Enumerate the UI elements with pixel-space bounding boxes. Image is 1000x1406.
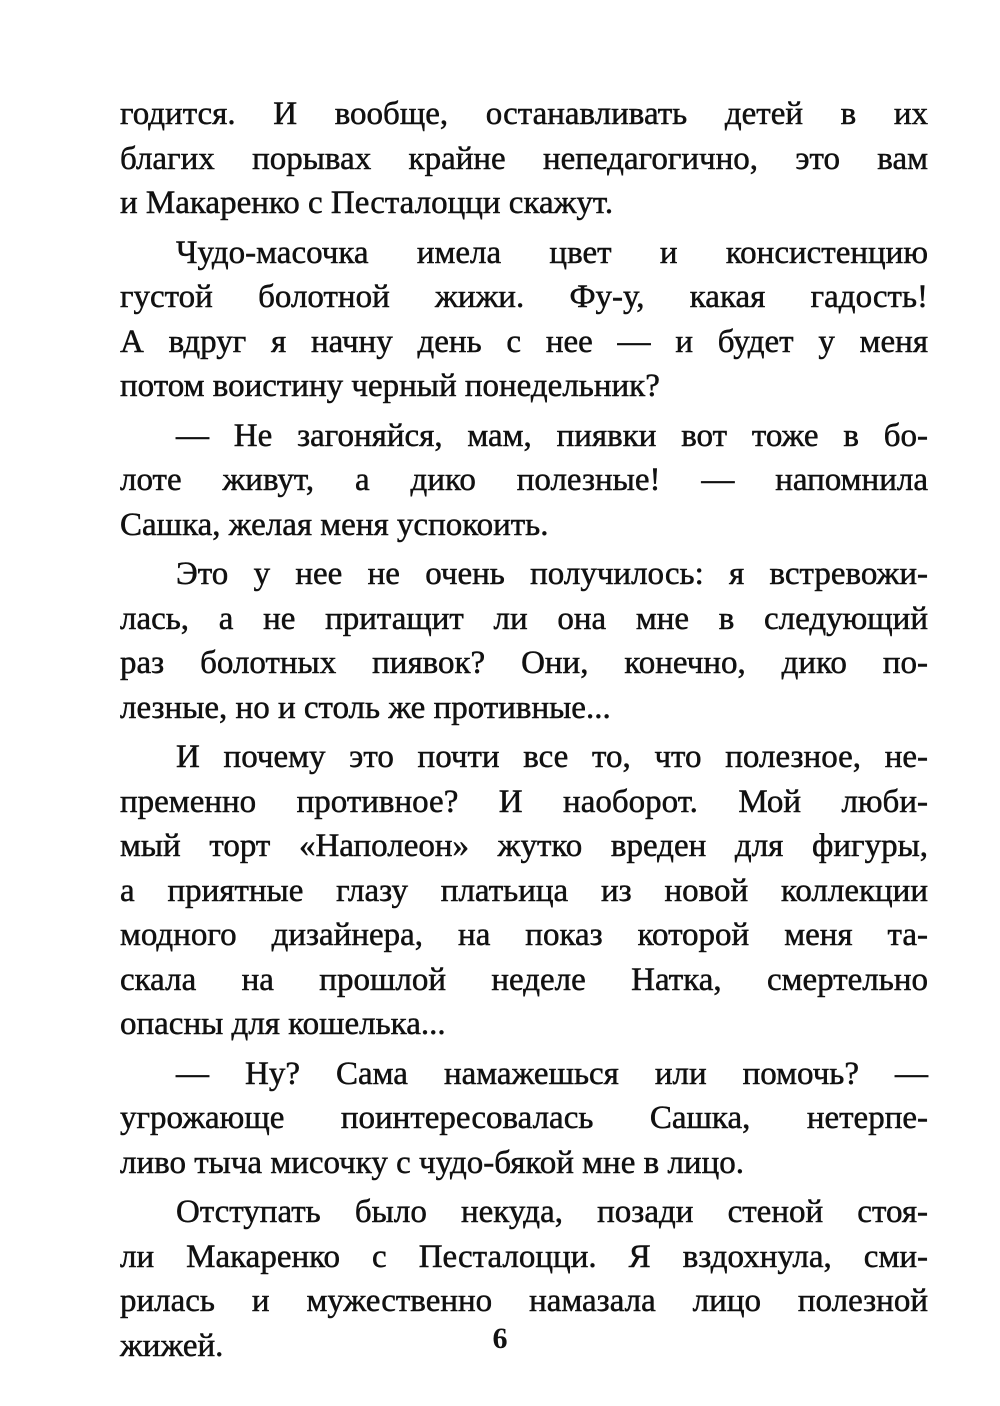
text-line: и Макаренко с Песталоцци скажут. (120, 185, 614, 221)
text-line: рилась и мужественно намазала лицо полезной (120, 1283, 928, 1319)
paragraph (120, 92, 928, 226)
text-line: Это у нее не очень получилось: я встревожи- (176, 556, 928, 592)
text-line: жижей. (120, 1327, 224, 1364)
text-line: лоте живут, а дико полезные! — напомнила (120, 462, 928, 498)
paragraph (120, 231, 928, 409)
body-text (120, 92, 928, 1368)
text-line: модного дизайнера, на показ которой меня та- (120, 917, 928, 953)
text-line: И почему это почти все то, что полезное, не- (176, 739, 928, 775)
text-line: а приятные глазу платьица из новой коллекции (120, 872, 928, 909)
paragraph (120, 1052, 928, 1186)
text-line: благих порывах крайне непедагогично, это вам (120, 140, 928, 177)
text-line: годится. И вообще, останавливать детей в их (120, 96, 928, 132)
text-line: Сашка, желая меня успокоить. (120, 506, 549, 543)
text-line: густой болотной жижи. Фу-у, какая гадость! (120, 279, 928, 315)
text-line: лезные, но и столь же противные... (120, 689, 611, 726)
paragraph (120, 552, 928, 730)
text-line: опасны для кошелька... (120, 1006, 446, 1042)
text-line: Отступать было некуда, позади стеной стоя- (176, 1194, 928, 1230)
text-line: мый торт «Наполеон» жутко вреден для фигуры, (120, 828, 928, 864)
text-line: угрожающе поинтересовалась Сашка, нетерпе- (120, 1100, 928, 1136)
text-line: раз болотных пиявок? Они, конечно, дико по- (120, 645, 928, 681)
text-line: ли Макаренко с Песталоцци. Я вздохнула, сми- (120, 1238, 928, 1275)
text-line: скала на прошлой неделе Натка, смертельно (120, 961, 928, 998)
paragraph (120, 735, 928, 1047)
text-line: пременно противное? И наоборот. Мой люби- (120, 783, 928, 820)
page-number: 6 (492, 1322, 508, 1355)
text-line: ливо тыча мисочку с чудо-бякой мне в лицо. (120, 1144, 744, 1181)
text-line: Чудо-масочка имела цвет и консистенцию (176, 234, 928, 271)
text-line: — Не загоняйся, мам, пиявки вот тоже в бо- (176, 417, 928, 454)
text-line: А вдруг я начну день с нее — и будет у меня (120, 323, 928, 360)
text-line: потом воистину черный понедельник? (120, 368, 660, 404)
text-line: — Ну? Сама намажешься или помочь? — (176, 1055, 928, 1092)
paragraph (120, 414, 928, 548)
text-line: лась, а не притащит ли она мне в следующий (120, 600, 928, 637)
